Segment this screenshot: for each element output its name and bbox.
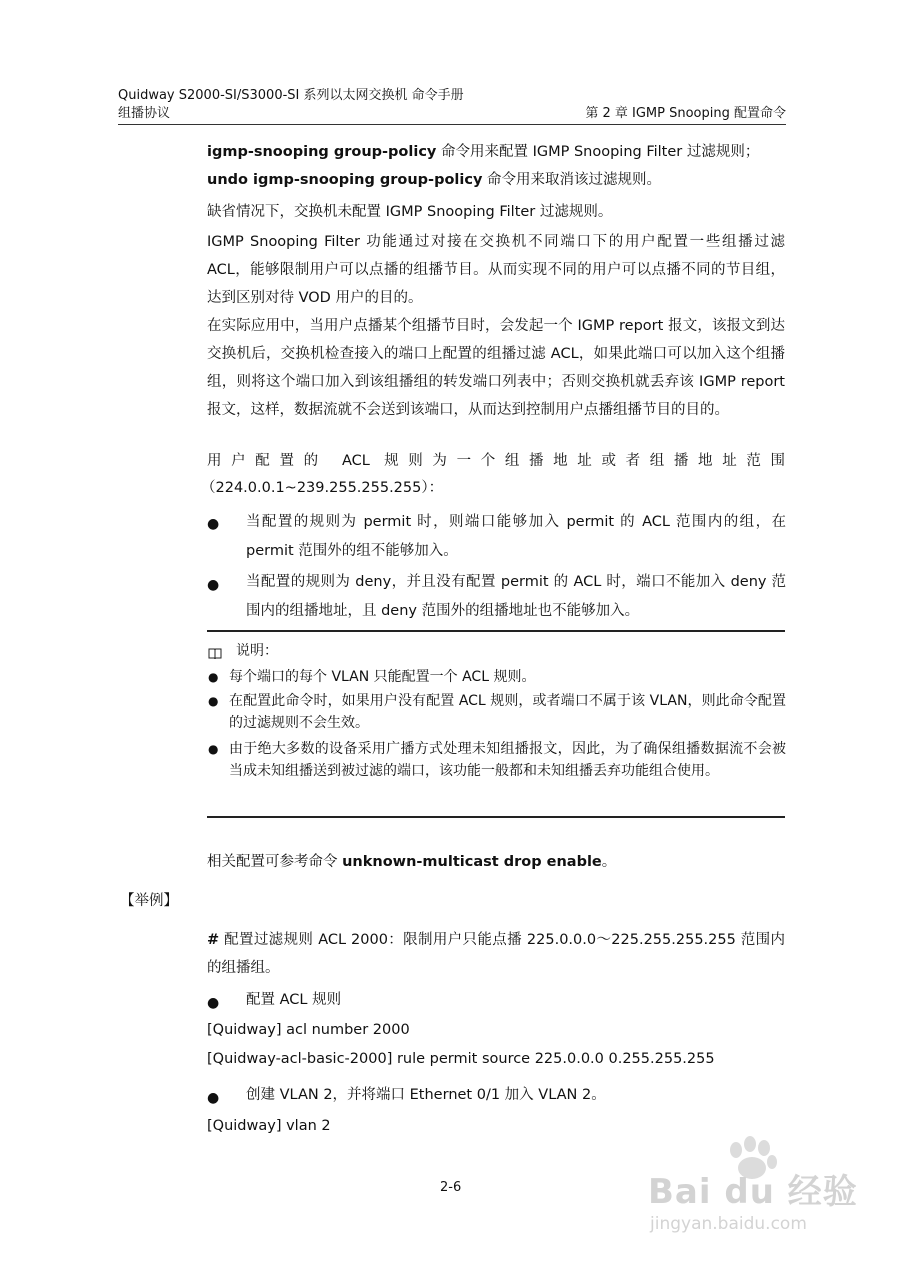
related-config <box>207 852 616 872</box>
watermark-brand: Bai du 经验 <box>648 1172 858 1212</box>
step-vlan: 创建 VLAN 2，并将端口 Ethernet 0/1 加入 VLAN 2。 <box>246 1087 606 1103</box>
header-rule <box>118 124 786 125</box>
header-section: 组播协议 <box>118 106 171 121</box>
cmd-group-policy: igmp-snooping group-policy <box>207 144 437 160</box>
bullet-dot-icon: ● <box>208 670 219 684</box>
step-acl: 配置 ACL 规则 <box>246 992 342 1008</box>
bullet-deny: 当配置的规则为 deny，并且没有配置 permit 的 ACL 时，端口不能加入 deny 范围内的组播地址，且 deny 范围外的组播地址也不能够加入。 <box>246 574 786 619</box>
cmd-group-policy-desc: 命令用来配置 IGMP Snooping Filter 过滤规则； <box>436 144 760 160</box>
code-acl-number: [Quidway] acl number 2000 <box>207 1022 410 1038</box>
note-item-1: 每个端口的每个 VLAN 只能配置一个 ACL 规则。 <box>229 669 536 685</box>
page-number: 2-6 <box>440 1180 462 1195</box>
filter-description: IGMP Snooping Filter 功能通过对接在交换机不同端口下的用户配置一些组播过滤 ACL，能够限制用户可以点播的组播节目。从而实现不同的用户可以点播不同的节目组，达到区别对待 VOD 用户的目的。 <box>207 234 785 306</box>
note-item-2: 在配置此命令时，如果用户没有配置 ACL 规则，或者端口不属于该 VLAN，则此命令配置的过滤规则不会生效。 <box>229 693 786 731</box>
book-icon <box>208 644 222 656</box>
header-title: Quidway S2000-SI/S3000-SI 系列以太网交换机 命令手册 <box>118 88 464 103</box>
watermark-logo <box>648 1130 868 1240</box>
header-chapter: 第 2 章 IGMP Snooping 配置命令 <box>585 106 786 121</box>
example-heading: 【举例】 <box>120 893 178 909</box>
code-vlan: [Quidway] vlan 2 <box>207 1118 331 1134</box>
watermark-url: jingyan.baidu.com <box>650 1214 807 1234</box>
example-desc-text: 配置过滤规则 ACL 2000：限制用户只能点播 225.0.0.0～225.255.255.255 范围内的组播组。 <box>207 932 785 976</box>
related-suffix: 。 <box>601 854 617 870</box>
code-rule-permit: [Quidway-acl-basic-2000] rule permit source 225.0.0.0 0.255.255.255 <box>207 1051 715 1067</box>
bullet-dot-icon: ● <box>208 694 219 708</box>
bullet-dot-icon: ● <box>207 1090 220 1106</box>
note-item-3: 由于绝大多数的设备采用广播方式处理未知组播报文，因此，为了确保组播数据流不会被当成未知组播送到被过滤的端口，该功能一般都和未知组播丢弃功能组合使用。 <box>229 741 786 779</box>
note-top-rule <box>207 630 785 632</box>
intro-commands <box>207 138 785 194</box>
bullet-dot-icon: ● <box>207 577 220 593</box>
note-bottom-rule <box>207 816 785 818</box>
practice-paragraph: 在实际应用中，当用户点播某个组播节目时，会发起一个 IGMP report 报文，该报文到达交换机后，交换机检查接入的端口上配置的组播过滤 ACL，如果此端口可以加入这个组播组，则将这个端口加入到该组播组的转发端口列表中；否则交换机就丢弃该 IGMP report 报文，这样，数据流就不会送到该端口，从而达到控制用户点播组播节目的目的。 <box>207 318 785 418</box>
rule-line-1: 用户配置的 ACL 规则为一个组播地址或者组播地址范围 <box>207 453 785 469</box>
example-description <box>207 926 785 982</box>
bullet-dot-icon: ● <box>208 742 219 756</box>
note-label: 说明： <box>236 643 278 659</box>
related-prefix: 相关配置可参考命令 <box>207 854 343 870</box>
cmd-undo-group-policy: undo igmp-snooping group-policy <box>207 172 483 188</box>
default-paragraph: 缺省情况下，交换机未配置 IGMP Snooping Filter 过滤规则。 <box>207 204 613 220</box>
bullet-permit: 当配置的规则为 permit 时，则端口能够加入 permit 的 ACL 范围内的组，在 permit 范围外的组不能够加入。 <box>246 514 786 559</box>
rule-line-2: （224.0.0.1~239.255.255.255）： <box>201 480 444 496</box>
bullet-dot-icon: ● <box>207 516 220 532</box>
hash-mark: # <box>207 932 220 948</box>
related-command: unknown-multicast drop enable <box>342 854 602 870</box>
bullet-dot-icon: ● <box>207 995 220 1011</box>
cmd-undo-desc: 命令用来取消该过滤规则。 <box>482 172 662 188</box>
